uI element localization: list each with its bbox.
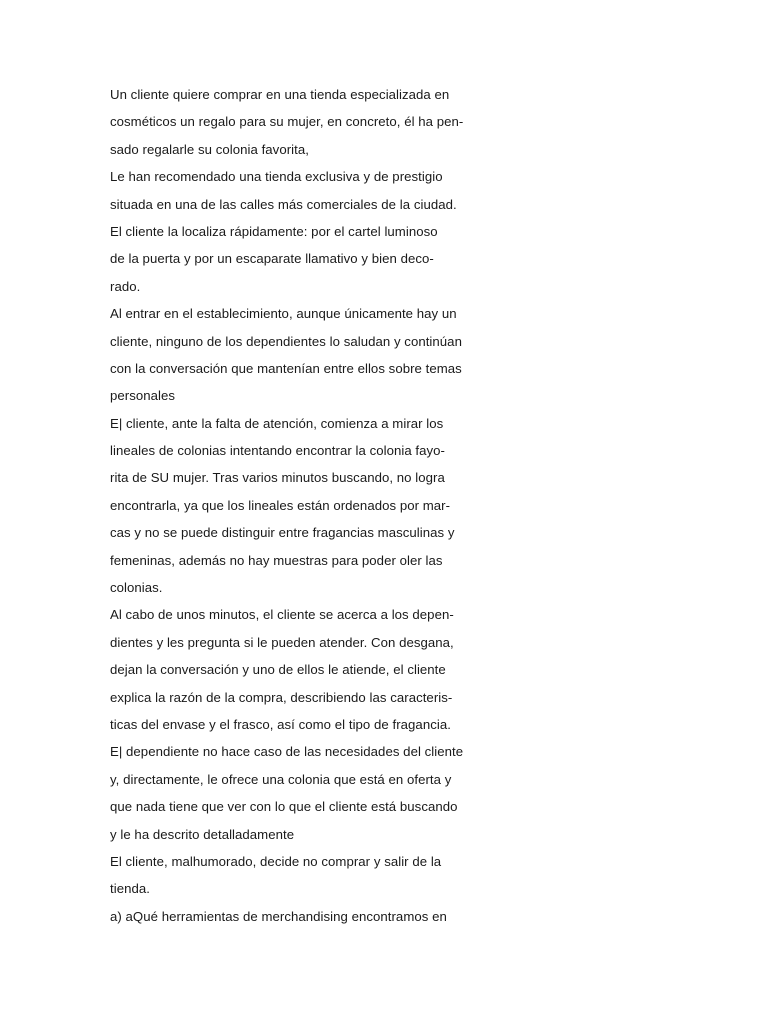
text-line: a) aQué herramientas de merchandising encontramos en: [110, 908, 447, 924]
text-line: colonias.: [110, 580, 163, 596]
text-line: personales: [110, 388, 176, 404]
text-line: encontrarla, ya que los lineales están ordenados por mar-: [110, 497, 451, 513]
text-line: Le han recomendado una tienda exclusiva y de prestigio: [110, 169, 443, 185]
text-line: rita de SU mujer. Tras varios minutos buscando, no logra: [110, 470, 445, 486]
text-line: y le ha descrito detalladamente: [110, 826, 295, 842]
text-line: situada en una de las calles más comerciales de la ciudad.: [110, 196, 457, 212]
text-line: Un cliente quiere comprar en una tienda especializada en: [110, 87, 450, 102]
text-line: cas y no se puede distinguir entre fragancias masculinas y: [110, 525, 455, 541]
text-line: lineales de colonias intentando encontrar la colonia fayo-: [110, 443, 446, 459]
text-line: El cliente la localiza rápidamente: por el cartel luminoso: [110, 223, 438, 239]
text-line: sado regalarle su colonia favorita,: [110, 141, 309, 157]
document-body: [110, 81, 470, 930]
text-line: femeninas, además no hay muestras para poder oler las: [110, 552, 443, 568]
text-line: dientes y les pregunta si le pueden atender. Con desgana,: [110, 634, 454, 650]
text-line: y, directamente, le ofrece una colonia que está en oferta y: [110, 771, 452, 787]
text-line: que nada tiene que ver con lo que el cliente está buscando: [110, 799, 458, 815]
text-line: E| cliente, ante la falta de atención, comienza a mirar los: [110, 415, 444, 431]
text-line: ticas del envase y el frasco, así como el tipo de fragancia.: [110, 716, 451, 732]
text-line: de la puerta y por un escaparate llamativo y bien deco-: [110, 251, 434, 267]
text-line: tienda.: [110, 881, 150, 897]
text-line: cosméticos un regalo para su mujer, en concreto, él ha pen-: [110, 114, 464, 130]
text-line: El cliente, malhumorado, decide no comprar y salir de la: [110, 853, 442, 869]
text-line: Al cabo de unos minutos, el cliente se acerca a los depen-: [110, 607, 454, 623]
text-line: Al entrar en el establecimiento, aunque únicamente hay un: [110, 306, 457, 322]
text-line: explica la razón de la compra, describiendo las caracteris-: [110, 689, 453, 705]
text-line: dejan la conversación y uno de ellos le atiende, el cliente: [110, 662, 446, 678]
text-line: E| dependiente no hace caso de las necesidades del cliente: [110, 744, 464, 760]
text-line: rado.: [110, 278, 141, 294]
text-line: cliente, ninguno de los dependientes lo saludan y continúan: [110, 333, 462, 349]
text-line: con la conversación que mantenían entre ellos sobre temas: [110, 360, 462, 376]
